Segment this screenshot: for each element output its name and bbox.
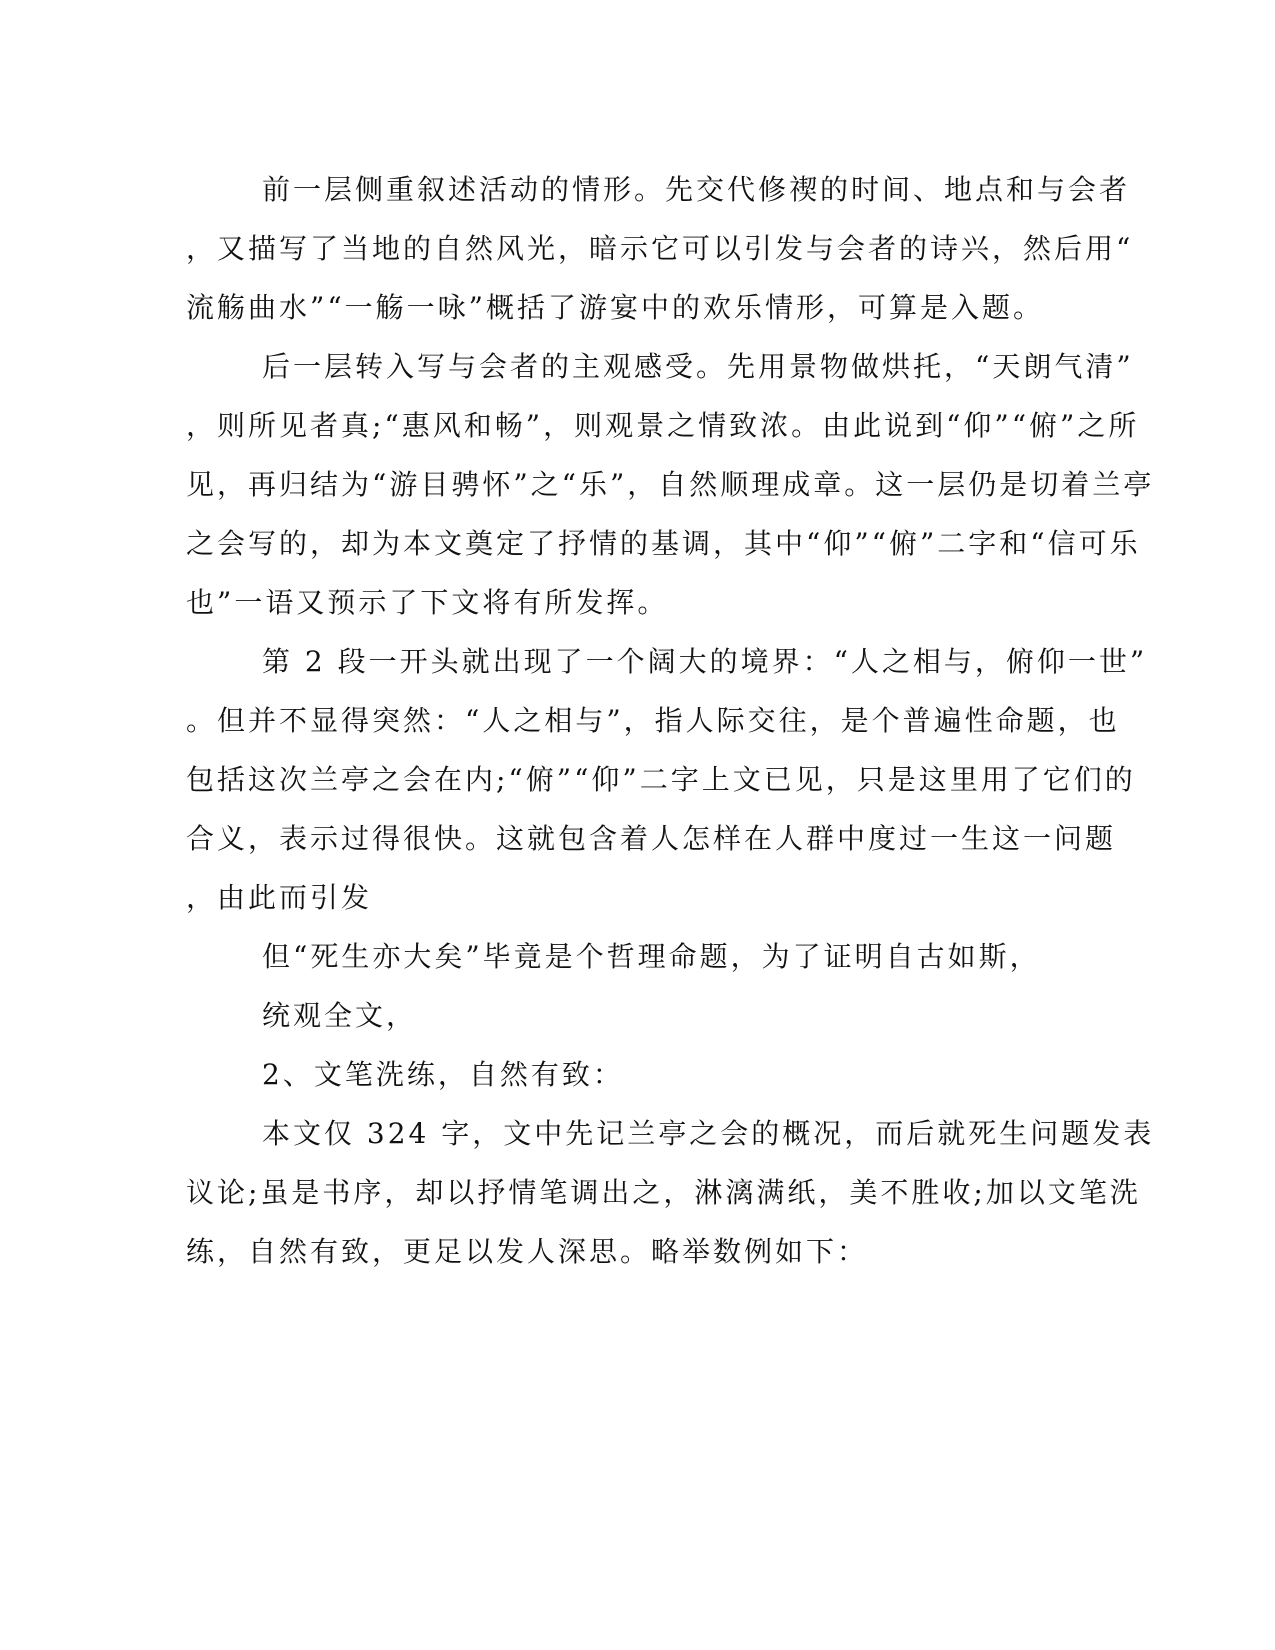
paragraph-line: 第 2 段一开头就出现了一个阔大的境界：“人之相与，俯仰一世” (262, 645, 1148, 678)
paragraph-line: 包括这次兰亭之会在内;“俯”“仰”二字上文已见，只是这里用了它们的 (186, 763, 1136, 796)
paragraph-3 (186, 632, 1148, 927)
paragraph-line: 练，自然有致，更足以发人深思。略举数例如下： (186, 1235, 869, 1268)
paragraph-1 (186, 160, 1134, 337)
heading-line: 2、文笔洗练，自然有致： (262, 1058, 624, 1091)
paragraph-line: ，由此而引发 (186, 881, 373, 914)
document-body (186, 160, 1155, 1281)
paragraph-line: 合义，表示过得很快。这就包含着人怎样在人群中度过一生这一问题 (186, 822, 1117, 855)
paragraph-line: 流觞曲水”“一觞一咏”概括了游宴中的欢乐情形，可算是入题。 (186, 291, 1044, 324)
paragraph-line: 但“死生亦大矣”毕竟是个哲理命题，为了证明自古如斯， (262, 940, 1041, 973)
paragraph-line: 也”一语又预示了下文将有所发挥。 (186, 586, 669, 619)
paragraph-line: 。但并不显得突然：“人之相与”，指人际交往，是个普遍性命题，也 (186, 704, 1120, 737)
section-heading (186, 1045, 1076, 1104)
paragraph-line: 议论;虽是书序，却以抒情笔调出之，淋漓满纸，美不胜收;加以文笔洗 (186, 1176, 1141, 1209)
paragraph-line: 前一层侧重叙述活动的情形。先交代修禊的时间、地点和与会者 (262, 173, 1131, 206)
paragraph-7 (186, 1104, 1155, 1281)
paragraph-5 (186, 986, 1076, 1045)
paragraph-line: 之会写的，却为本文奠定了抒情的基调，其中“仰”“俯”二字和“信可乐 (186, 527, 1141, 560)
paragraph-line: 本文仅 324 字，文中先记兰亭之会的概况，而后就死生问题发表 (262, 1117, 1155, 1150)
paragraph-2 (186, 337, 1155, 632)
paragraph-line: ，又描写了当地的自然风光，暗示它可以引发与会者的诗兴，然后用“ (186, 232, 1134, 265)
paragraph-4 (186, 927, 1076, 986)
paragraph-line: ，则所见者真;“惠风和畅”，则观景之情致浓。由此说到“仰”“俯”之所 (186, 409, 1140, 442)
paragraph-line: 后一层转入写与会者的主观感受。先用景物做烘托，“天朗气清” (262, 350, 1134, 383)
paragraph-line: 统观全文， (262, 999, 418, 1032)
paragraph-line: 见，再归结为“游目骋怀”之“乐”，自然顺理成章。这一层仍是切着兰亭 (186, 468, 1155, 501)
